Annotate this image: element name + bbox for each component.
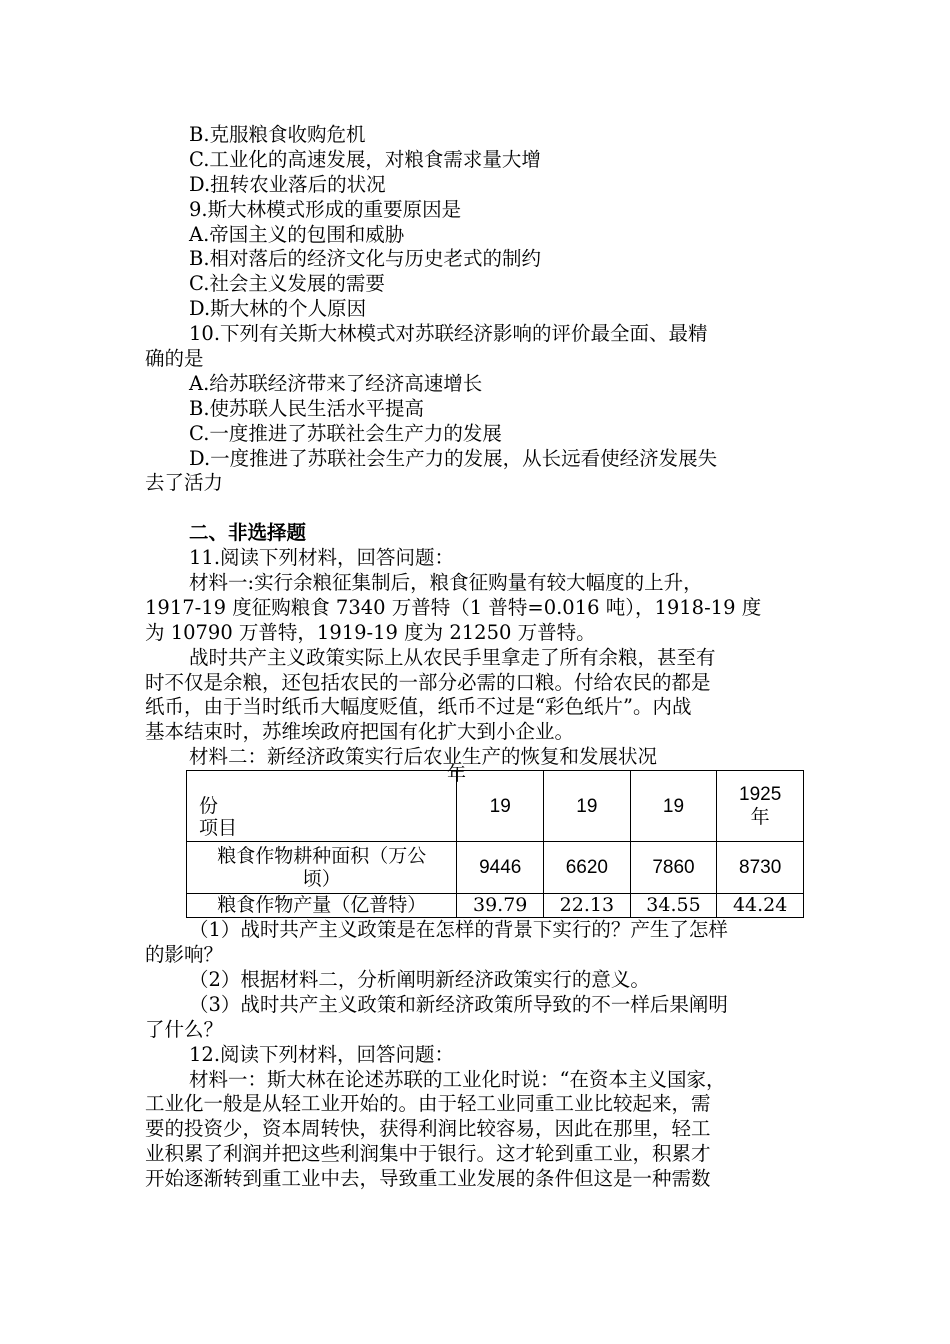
document-body [145,123,807,1192]
year-header: 1925 年 [717,771,804,842]
option-c-q8: C.工业化的高速发展，对粮食需求量大增 [189,147,541,171]
corner-year-label: 年 [447,763,467,786]
table-row [187,842,804,894]
table-cell: 9446 [457,842,544,894]
year-header: 19 [544,771,631,842]
table-cell: 8730 [717,842,804,894]
row-label: 粮食作物产量（亿普特） [187,894,457,918]
option-d-q9: D.斯大林的个人原因 [189,297,367,321]
q12-material-1-line: 要的投资少，资本周转快，获得利润比较容易，因此在那里，轻工 [145,1117,711,1141]
spacer [145,496,807,521]
question-12-intro: 12.阅读下列材料，回答问题： [189,1042,455,1066]
q12-material-1-line: 开始逐渐转到重工业中去，导致重工业发展的条件但这是一种需数 [145,1167,711,1191]
q11-paragraph-line: 时不仅是余粮，还包括农民的一部分必需的口粮。付给农民的都是 [145,670,711,694]
q11-question-line: （3）战时共产主义政策和新经济政策所导致的不一样后果阐明 [189,992,728,1016]
q11-material-1-line: 为 10790 万普特，1919-19 度为 21250 万普特。 [145,620,596,644]
table-corner-cell [187,763,467,842]
option-c-q10: C.一度推进了苏联社会生产力的发展 [189,421,502,445]
corner-item-label: 项目 [199,817,238,840]
corner-fen-label: 份 [199,795,219,818]
q11-question-line: 了什么？ [145,1017,224,1041]
table-cell: 7860 [630,842,717,894]
option-b-q8: B.克服粮食收购危机 [189,123,366,146]
option-b-q10: B.使苏联人民生活水平提高 [189,396,425,420]
option-b-q9: B.相对落后的经济文化与历史老式的制约 [189,247,542,271]
q12-material-1-line: 材料一：斯大林在论述苏联的工业化时说：“在资本主义国家， [189,1067,726,1091]
q11-material-2-title: 材料二：新经济政策实行后农业生产的恢复和发展状况 [189,745,658,769]
question-9-stem: 9.斯大林模式形成的重要原因是 [189,197,462,221]
year-header: 19 [630,771,717,842]
question-11-intro: 11.阅读下列材料，回答问题： [189,546,455,570]
row-label: 粮食作物耕种面积（万公 顷） [187,842,457,894]
q11-paragraph-line: 战时共产主义政策实际上从农民手里拿走了所有余粮，甚至有 [189,645,716,669]
option-a-q9: A.帝国主义的包围和威胁 [189,222,405,246]
option-d-q10: D.一度推进了苏联社会生产力的发展，从长远看使经济发展失 [189,446,718,470]
q11-material-1-line: 材料一:实行余粮征集制后，粮食征购量有较大幅度的上升， [189,571,703,595]
year-header: 19 [457,771,544,842]
table-cell: 22.13 [544,894,631,918]
agriculture-table [186,763,804,918]
q11-paragraph-line: 基本结束时，苏维埃政府把国有化扩大到小企业。 [145,720,575,744]
table-cell: 34.55 [630,894,717,918]
q11-question-line: 的影响？ [145,943,224,967]
q12-material-1-line: 工业化一般是从轻工业开始的。由于轻工业同重工业比较起来，需 [145,1092,711,1116]
q11-question-line: （2）根据材料二，分析阐明新经济政策实行的意义。 [189,967,650,991]
question-10-stem: 10.下列有关斯大林模式对苏联经济影响的评价最全面、最精 [189,322,708,346]
table-cell: 44.24 [717,894,804,918]
q12-material-1-line: 业积累了利润并把这些利润集中于银行。这才轮到重工业，积累才 [145,1142,711,1166]
table-row [187,894,804,918]
table-cell: 39.79 [457,894,544,918]
question-10-stem-cont: 确的是 [145,347,204,371]
section-title: 二、非选择题 [189,521,307,545]
table-header-row [187,771,804,842]
q11-paragraph-line: 纸币，由于当时纸币大幅度贬值，纸币不过是“彩色纸片”。内战 [145,695,692,719]
option-d-q10-cont: 去了活力 [145,471,224,495]
table-cell: 6620 [544,842,631,894]
q11-question-line: （1）战时共产主义政策是在怎样的背景下实行的？产生了怎样 [189,918,728,942]
option-a-q10: A.给苏联经济带来了经济高速增长 [189,371,483,395]
q11-material-1-line: 1917-19 度征购粮食 7340 万普特（1 普特=0.016 吨），1918-19 度 [145,595,762,619]
option-c-q9: C.社会主义发展的需要 [189,272,385,296]
option-d-q8: D.扭转农业落后的状况 [189,172,386,196]
